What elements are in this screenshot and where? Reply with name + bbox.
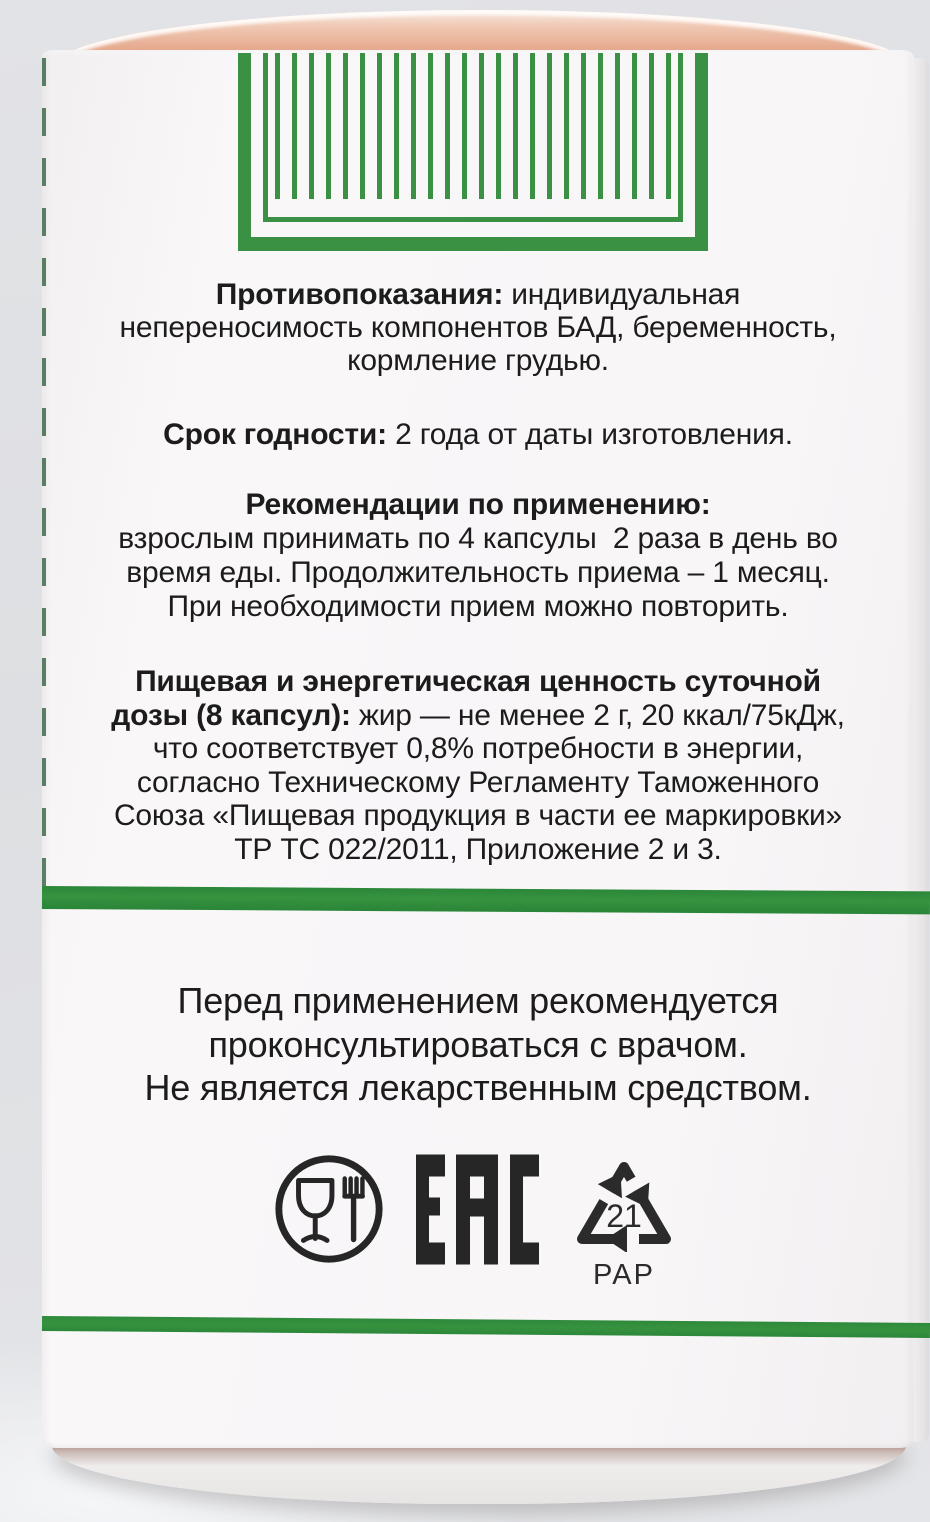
eac-mark-icon [416, 1154, 540, 1266]
usage-section [42, 488, 914, 624]
contraindications-line [42, 278, 914, 311]
advisory-line: Перед применением рекомендуется [177, 980, 779, 1021]
nutrition-heading-line [42, 665, 914, 699]
package-back-panel [42, 50, 914, 1448]
contraindications-heading: Противопоказания: [215, 278, 504, 311]
nutrition-section [42, 665, 914, 866]
food-safe-icon [270, 1150, 388, 1268]
shelf-life-text: 2 года от даты изготовления. [386, 418, 793, 451]
contraindications-line: непереносимость компонентов БАД, беременность, [119, 311, 837, 344]
shelf-life-heading: Срок годности: [163, 418, 387, 451]
usage-line: время еды. Продолжительность приема – 1 месяц. [126, 556, 830, 589]
nutrition-line: ТР ТС 022/2011, Приложение 2 и 3. [234, 832, 722, 866]
nutrition-line [42, 699, 914, 733]
certification-marks-row [42, 1148, 914, 1298]
contraindications-section [42, 278, 914, 377]
nutrition-text: жир — не менее 2 г, 20 ккал/75кДж, [350, 698, 845, 732]
decorative-stripe-pattern [238, 53, 708, 251]
usage-line: взрослым принимать по 4 капсулы 2 раза в день во [118, 522, 838, 555]
stripe-pattern-inner-frame [263, 53, 683, 222]
nutrition-heading: Пищевая и энергетическая ценность суточной [135, 665, 821, 698]
usage-heading: Рекомендации по применению: [245, 488, 711, 521]
shelf-life-section [42, 418, 914, 451]
shelf-life-line [42, 418, 914, 451]
contraindications-line: кормление грудью. [347, 344, 609, 377]
nutrition-heading-cont: дозы (8 капсул): [111, 698, 351, 732]
contraindications-text: индивидуальная [503, 278, 741, 311]
recycling-material-label: PAP [593, 1259, 655, 1291]
green-divider-line [42, 1316, 930, 1338]
stripe-pattern-bars [275, 53, 671, 199]
usage-line: При необходимости прием можно повторить. [167, 590, 789, 623]
usage-heading-line [42, 488, 914, 522]
advisory-line: проконсультироваться с врачом. [208, 1023, 748, 1065]
nutrition-line: что соответствует 0,8% потребности в энергии, [152, 732, 804, 765]
green-divider-bar [42, 886, 930, 914]
advisory-line: Не является лекарственным средством. [144, 1067, 812, 1108]
recycling-mark [570, 1156, 678, 1292]
recycling-code: 21 [606, 1198, 642, 1234]
nutrition-line: согласно Техническому Регламенту Таможенного [136, 765, 820, 799]
advisory-section [42, 979, 914, 1110]
nutrition-line: Союза «Пищевая продукция в части ее маркировки» [113, 799, 843, 832]
recycling-triangle-icon [574, 1156, 674, 1252]
box-right-side-panel [914, 58, 929, 1442]
